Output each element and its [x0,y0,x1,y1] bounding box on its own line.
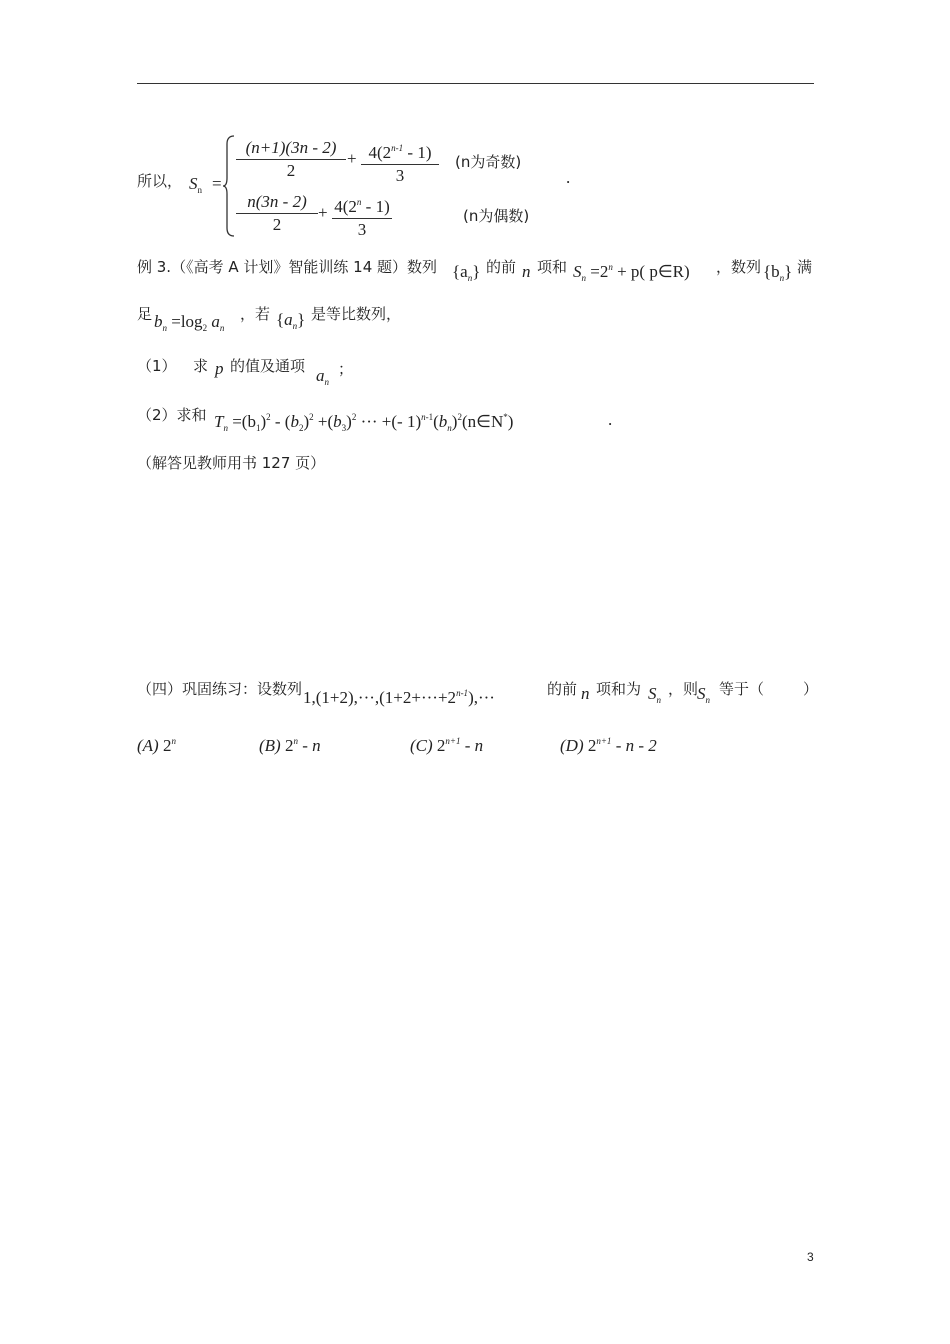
bn-formula: $b_n =\log_2$ $a_n$ [154,312,225,333]
practice-text-e: ） [803,680,819,698]
n-symbol: n [522,262,531,281]
left-brace-icon [222,134,236,238]
case1-fraction2: 4(2$^{n-1}$ - 1) 3 [361,137,439,187]
bn-set: $\{b_n\}$ [763,262,793,283]
case1-plus: + [347,149,357,168]
an-set: $\{a_n\}$ [452,262,481,283]
q1-text-c: ； [338,360,354,378]
period: . [566,168,571,187]
sn-symbol: $S_n$ [189,174,202,195]
q2-dot: . [608,410,613,429]
option-b: (B) 2$^n$ - n [259,736,321,755]
q1-p: p [215,359,224,378]
practice-sn-2: $S_n$ [697,684,710,705]
example3-text-b: 的前 [486,258,517,276]
example3-text-line2c: 是等比数列， [311,305,402,323]
q1-an: $a_n$ [316,366,329,387]
q1-text-a: 求 [193,357,209,375]
option-c: (C) $2^{n+1}$ - n [410,736,484,755]
practice-label: （四）巩固练习：设数列 [137,680,303,698]
option-a: (A) 2$^n$ [137,736,176,755]
case2-condition: (n为偶数) [463,207,530,225]
practice-sequence: $1,(1+2),\cdot\cdot\cdot,(1+2+\cdot\cdot\cdot+2^{n-1}),\cdot\cdot\cdot$ [303,688,495,707]
case2-fraction1: n(3n - 2) 2 [236,191,318,236]
q1-text-b: 的值及通项 [230,357,306,375]
case2-fraction2: 4(2$^n$ - 1) 3 [332,191,392,241]
an-set-2: $\{a_n\}$ [276,310,306,331]
option-d: (D) $2^{n+1}$ - n - 2 [560,736,657,755]
q1-label: （1） [137,357,177,375]
practice-sn: $S_n$ [648,684,661,705]
practice-n: n [581,684,590,703]
sn-formula: $S_n =2^n + p$( p∈R) [573,262,690,283]
example3-text-line2a: 足 [137,305,153,323]
practice-text-d: 等于（ [719,680,765,698]
example3-text-line2b: ，若 [240,305,271,323]
case2-plus: + [318,203,328,222]
page-number: 3 [807,1250,814,1264]
case1-fraction1: (n+1)(3n - 2) 2 [236,137,346,182]
case1-condition: (n为奇数) [455,153,522,171]
header-rule [137,83,814,84]
answer-note: （解答见教师用书 127 页） [137,454,326,472]
example3-text-a: 例 3.（《高考 A 计划》智能训练 14 题）数列 [137,258,438,276]
q2-label: （2）求和 [137,406,207,424]
example3-text-c: 项和 [537,258,568,276]
example3-text-d: ，数列 [716,258,762,276]
practice-text-b: 项和为 [596,680,642,698]
suoyi-text: 所以， [137,172,183,190]
q2-formula: $T_n =(b_1)^2 - (b_2)^2 +(b_3)^2$ ··· +(- $1)^{n-1}(b_n)^2(n\in N^*)$ [214,412,514,433]
practice-text-c: ，则 [668,680,699,698]
example3-text-e: 满 [797,258,813,276]
practice-text-a: 的前 [547,680,578,698]
equals-sign: = [212,174,222,193]
